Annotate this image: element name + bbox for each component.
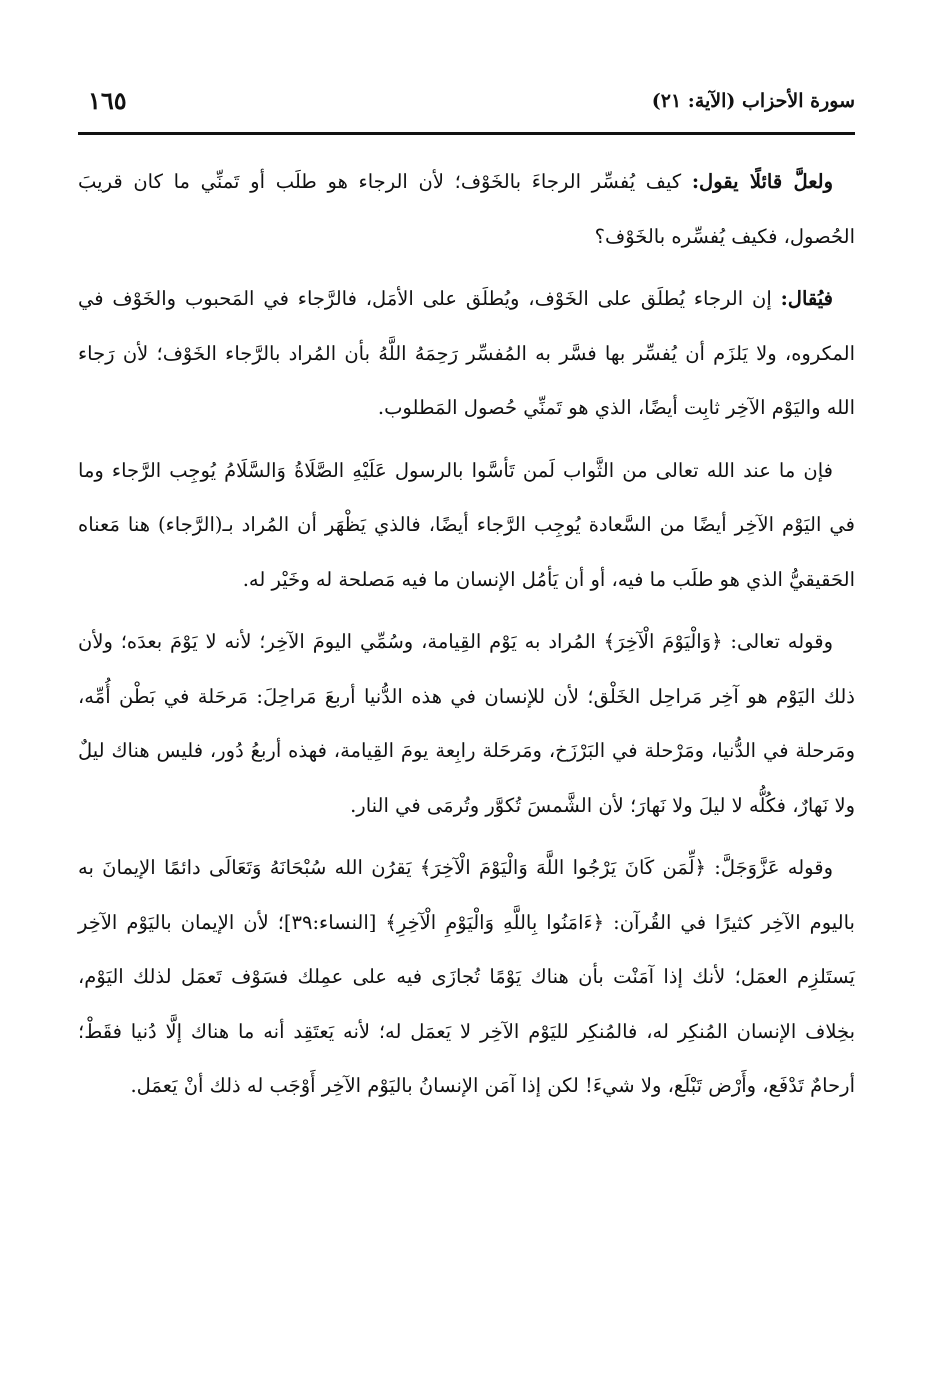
page-header [78, 80, 855, 135]
paragraph-text: إن الرجاء يُطلَق على الخَوْف، ويُطلَق على الأمَل، فالرَّجاء في المَحبوب والخَوْف في المكروه، ولا يَلزَم أن يُفسِّر بها فسَّر به المُفسِّر رَحِمَهُ اللَّهُ بأن المُراد بالرَّجاء الخَوْف؛ لأن رَجاء الله واليَوْم الآخِر ثابِت أيضًا، الذي هو تَمنِّي حُصول المَطلوب. [78, 287, 855, 419]
paragraph-2 [78, 272, 855, 436]
paragraph-3 [78, 444, 855, 608]
running-title: سورة الأحزاب (الآية: ٢١) [651, 90, 855, 112]
paragraph-text: كيف يُفسِّر الرجاءَ بالخَوْف؛ لأن الرجاء هو طلَب أو تَمنِّي ما كان قريبَ الحُصول، فكيف يُفسِّره بالخَوْف؟ [78, 170, 855, 248]
paragraph-text: فإن ما عند الله تعالى من الثَّواب لَمن تَأسَّوا بالرسول عَلَيْهِ الصَّلَاةُ وَالسَّلَامُ يُوجِب الرَّجاء وما في اليَوْم الآخِر أيضًا من السَّعادة يُوجِب الرَّجاء أيضًا، فالذي يَظْهَر أن المُراد بـ(الرَّجاء) هنا مَعناه الحَقيقيُّ الذي هو طلَب ما فيه، أو أن يَأمُل الإنسان ما فيه مَصلحة له وخَيْر له. [78, 458, 855, 591]
paragraph-lead: ولعلَّ قائلًا يقول: [691, 170, 834, 193]
paragraph-1 [78, 155, 855, 264]
paragraph-text: وقوله تعالى: ﴿وَالْيَوْمَ الْآخِرَ﴾ المُراد به يَوْم القِيامة، وسُمِّي اليومَ الآخِر؛ لأنه لا يَوْمَ بعدَه؛ ولأن ذلك اليَوْم هو آخِر مَراحِل الخَلْق؛ لأن للإنسان في هذه الدُّنيا أربعَ مَراحِلَ: مَرحَلة في بَطْن أُمِّه، ومَرحلة في الدُّنيا، ومَرْحلة في البَرْزَخ، ومَرحَلة رابِعة يومَ القِيامة، فهذه أربعُ دُور، فليس هناك ليلٌ ولا نَهارٌ، فكُلُّه لا ليلَ ولا نَهارَ؛ لأن الشَّمسَ تُكوَّر وتُرمَى في النار. [78, 630, 855, 817]
book-page [78, 80, 855, 1343]
paragraph-5 [78, 841, 855, 1114]
paragraph-text: وقوله عَزَّوَجَلَّ: ﴿لِّمَن كَانَ يَرْجُوا اللَّهَ وَالْيَوْمَ الْآخِرَ﴾ يَقرُن الله سُبْحَانَهُ وَتَعَالَى دائمًا الإيمانَ به باليوم الآخِر كثيرًا في القُرآن: ﴿ءَامَنُوا بِاللَّهِ وَالْيَوْمِ الْآخِرِ﴾ [النساء:٣٩]؛ لأن الإيمان باليَوْم الآخِر يَستَلزِم العمَل؛ لأنك إذا آمَنْت بأن هناك يَوْمًا تُجازَى فيه على عمِلك فسَوْف تَعمَل لذلك اليَوْم، بخِلاف الإنسان المُنكِر له، فالمُنكِر لليَوْم الآخِر لا يَعمَل له؛ لأنه يَعتَقِد أنه ما هناك إلَّا دُنيا فقَطْ؛ أرحامٌ تَدْفَع، وأَرْض تَبْلَع، ولا شيءَ! لكن إذا آمَن الإنسانُ باليَوْم الآخِر أَوْجَب له ذلك أنْ يَعمَل. [78, 856, 855, 1097]
page-body [78, 155, 855, 1114]
paragraph-lead: فيُقال: [780, 287, 833, 310]
paragraph-4 [78, 615, 855, 833]
page-number: ١٦٥ [88, 86, 127, 115]
